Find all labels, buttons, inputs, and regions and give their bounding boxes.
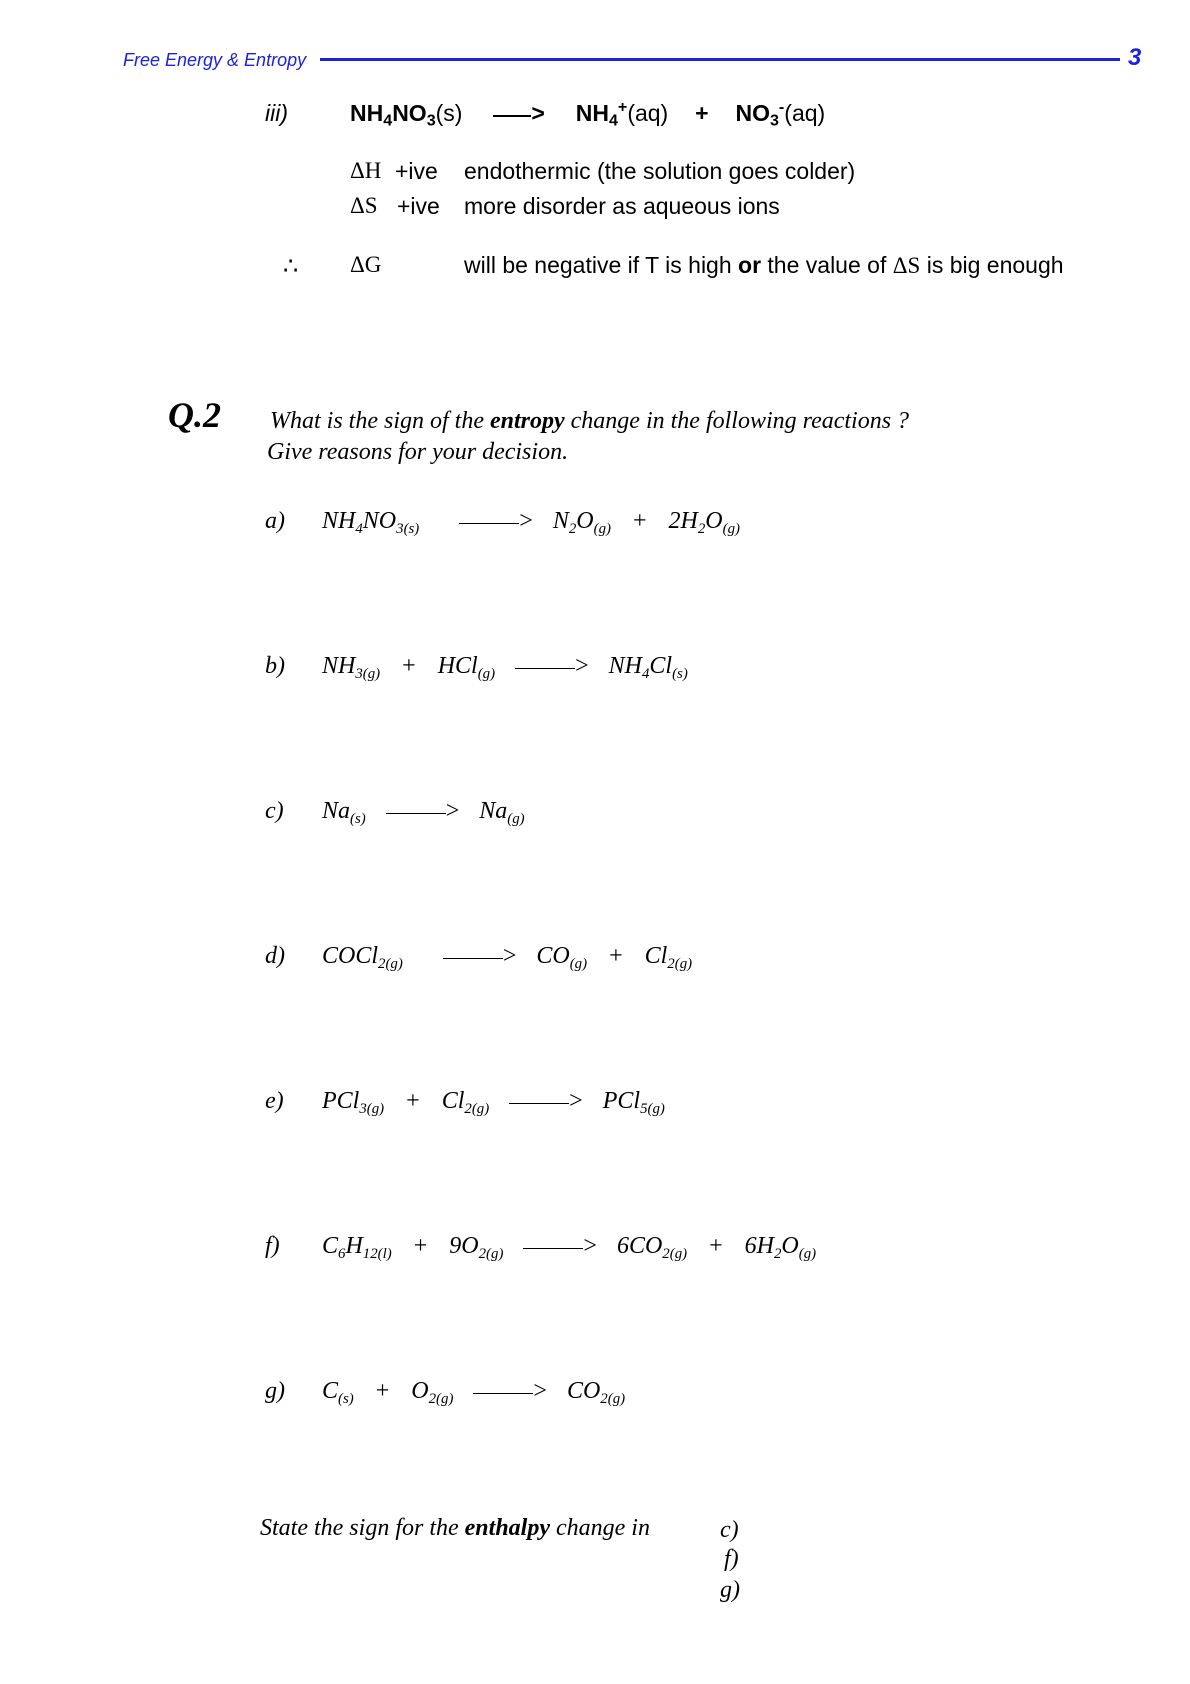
iii-product-2: $NO_3^-$ (735, 98, 785, 130)
reaction-label-g: g) (265, 1378, 285, 1404)
therefore-symbol: ∴ (283, 254, 299, 280)
ds-row (350, 193, 378, 219)
reaction-c: $Na_{(s)} > Na_{(g)}$ (322, 798, 525, 828)
dh-row (350, 158, 381, 184)
delta-s-symbol: ΔS (350, 193, 378, 218)
enthalpy-item-f: f) (724, 1546, 739, 1572)
question-number: Q.2 (168, 395, 221, 435)
reaction-label-c: c) (265, 798, 284, 824)
ds-text: more disorder as aqueous ions (464, 193, 780, 219)
reaction-arrow (493, 115, 531, 117)
reaction-b: $NH_{3(g)} + HCl_{(g)} > NH_4Cl_{(s)}$ (322, 653, 688, 683)
reaction-label-e: e) (265, 1088, 284, 1114)
enthalpy-item-g: g) (720, 1577, 740, 1603)
reaction-e: $PCl_{3(g)} + Cl_{2(g)} > PCl_{5(g)}$ (322, 1088, 665, 1118)
reaction-label-a: a) (265, 508, 285, 534)
reaction-d: COCl$_{2(g)}$ > $CO_{(g)} + Cl_{2(g)}$ (322, 943, 693, 973)
enthalpy-item-c: c) (720, 1517, 739, 1543)
page-number: 3 (1128, 44, 1142, 71)
question-line-1: What is the sign of the entropy change in the following reactions ? (270, 408, 910, 434)
reaction-g: $C_{(s)} + O_{2(g)} > CO_{2(g)}$ (322, 1378, 626, 1408)
question-line-2: Give reasons for your decision. (267, 439, 569, 465)
dg-conclusion: will be negative if T is high or the value of ΔS is big enough (464, 252, 1064, 278)
reaction-label-b: b) (265, 653, 285, 679)
delta-g-symbol: ΔG (350, 252, 382, 277)
enthalpy-question: State the sign for the enthalpy change in (260, 1515, 650, 1541)
iii-product-1: $NH_4^+$ (575, 98, 628, 130)
section-iii-label: iii) (265, 100, 288, 126)
reaction-a: $NH_4NO_{3(s)} > N_2O_{(g)} + 2H_2O_{(g)}$ (322, 508, 740, 538)
ds-sign: +ive (397, 193, 440, 219)
iii-equation: $NH_4NO_3(s) > NH_4^+(aq) + NO_3^-(aq)$ (350, 98, 826, 130)
dh-text: endothermic (the solution goes colder) (464, 158, 856, 184)
iii-reactant: $NH_4NO_3$ (350, 100, 436, 130)
reaction-label-d: d) (265, 943, 285, 969)
reaction-f: $C_6H_{12(l)} + 9O_{2(g)} > 6CO_{2(g)} + 6H_2O_{(g)}$ (322, 1233, 817, 1263)
dh-sign: +ive (395, 158, 438, 184)
header-rule (320, 58, 1120, 61)
delta-h-symbol: ΔH (350, 158, 382, 183)
reaction-label-f: f) (265, 1233, 280, 1259)
header-title: Free Energy & Entropy (123, 50, 307, 70)
